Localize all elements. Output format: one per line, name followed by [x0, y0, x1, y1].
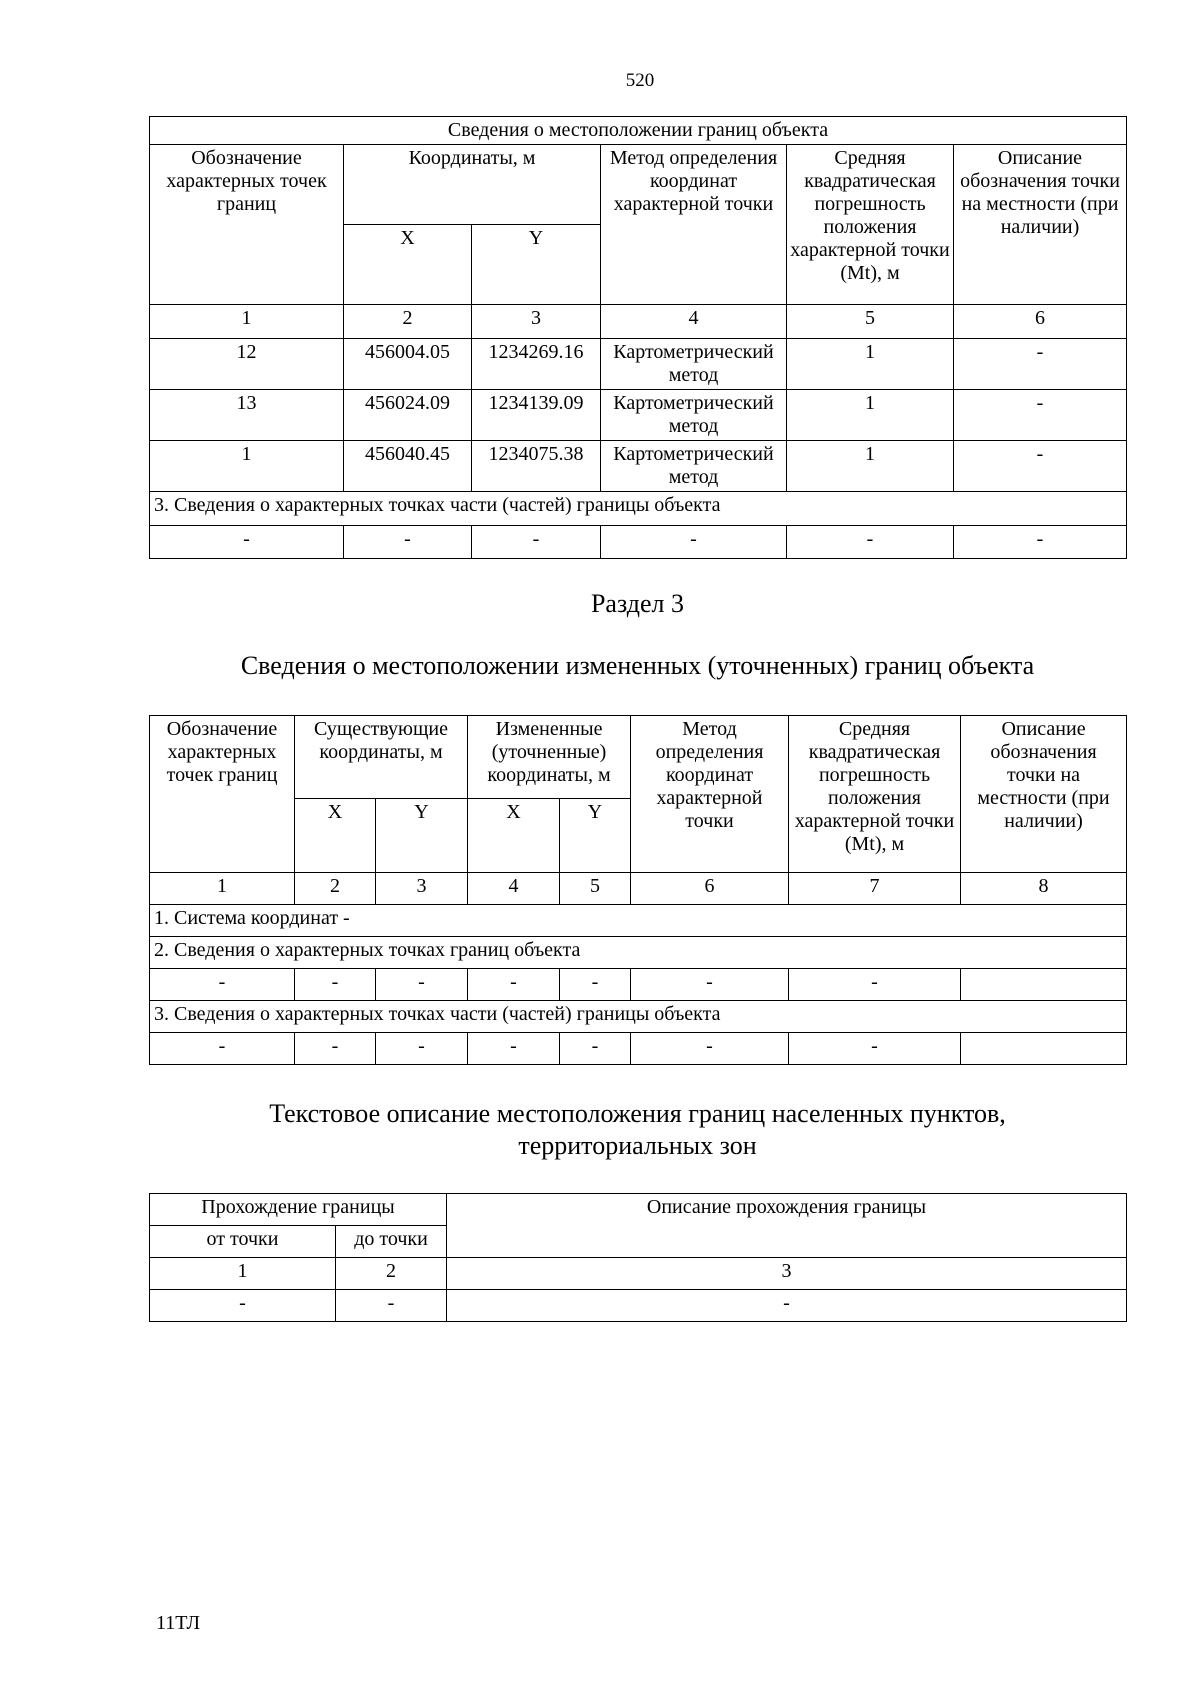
cell-empty: -: [472, 526, 601, 559]
col-number: 3: [447, 1258, 1127, 1290]
table-row: [150, 441, 1127, 492]
section-title: Раздел 3: [590, 589, 685, 618]
col-number: 2: [336, 1258, 447, 1290]
cell-empty: -: [631, 969, 789, 1001]
cell-error: 1: [787, 390, 954, 441]
cell-empty: -: [150, 526, 344, 559]
col-number: 2: [344, 305, 472, 339]
cell-x: 456040.45: [344, 441, 472, 492]
cell-description: -: [954, 339, 1127, 390]
cell-point: 13: [150, 390, 344, 441]
header-error: Средняя квадратическая погрешность положения характерной точки (Mt), м: [787, 145, 954, 305]
header-y: Y: [560, 799, 631, 873]
table-title: Сведения о местоположении границ объекта: [150, 117, 1127, 145]
cell-error: 1: [787, 339, 954, 390]
cell-empty: -: [150, 969, 295, 1001]
cell-point: 1: [150, 441, 344, 492]
title-line: Текстовое описание местоположения границ населенных пунктов,: [269, 1099, 1006, 1128]
header-to: до точки: [336, 1226, 447, 1258]
cell-empty: -: [376, 969, 468, 1001]
cell-empty: -: [468, 1033, 560, 1065]
header-passage: Прохождение границы: [150, 1194, 447, 1226]
cell-empty: -: [376, 1033, 468, 1065]
table-row: [150, 969, 1127, 1001]
cell-empty: -: [295, 969, 376, 1001]
cell-empty: -: [447, 1290, 1127, 1322]
footer-code: 11ТЛ: [156, 1612, 201, 1634]
header-passage-description: Описание прохождения границы: [447, 1194, 1127, 1258]
cell-empty: -: [336, 1290, 447, 1322]
boundary-location-table: [149, 116, 1127, 559]
cell-empty: -: [560, 969, 631, 1001]
cell-error: 1: [787, 441, 954, 492]
section3-label: 3. Сведения о характерных точках части (частей) границы объекта: [150, 1001, 1127, 1033]
cell-description: -: [954, 441, 1127, 492]
col-number: 4: [468, 873, 560, 905]
col-number: 7: [789, 873, 961, 905]
header-method: Метод определения координат характерной точки: [601, 145, 787, 305]
cell-empty: -: [601, 526, 787, 559]
col-number: 1: [150, 1258, 336, 1290]
boundary-passage-table: [149, 1193, 1127, 1322]
col-number: 5: [560, 873, 631, 905]
header-error: Средняя квадратическая погрешность положения характерной точки (Mt), м: [789, 716, 961, 873]
cell-method: Картометрический метод: [601, 390, 787, 441]
header-description: Описание обозначения точки на местности (при наличии): [961, 716, 1127, 873]
cell-description: -: [954, 390, 1127, 441]
page-number: 520: [625, 70, 655, 91]
cell-y: 1234139.09: [472, 390, 601, 441]
cell-empty: [961, 1033, 1127, 1065]
table-row: [150, 1033, 1127, 1065]
cell-empty: -: [954, 526, 1127, 559]
col-number: 8: [961, 873, 1127, 905]
cell-method: Картометрический метод: [601, 441, 787, 492]
header-coords: Координаты, м: [344, 145, 601, 225]
header-description: Описание обозначения точки на местности (при наличии): [954, 145, 1127, 305]
changed-boundaries-table: [149, 715, 1127, 1065]
col-number: 4: [601, 305, 787, 339]
cell-empty: -: [150, 1033, 295, 1065]
col-number: 2: [295, 873, 376, 905]
header-y: Y: [472, 225, 601, 305]
text-description-title: [149, 1098, 1126, 1162]
table-row: [150, 526, 1127, 559]
section-subtitle: Сведения о местоположении измененных (уточненных) границ объекта: [240, 651, 1035, 680]
coord-system-row: 1. Система координат -: [150, 905, 1127, 937]
cell-empty: -: [631, 1033, 789, 1065]
title-line: территориальных зон: [518, 1131, 757, 1160]
cell-y: 1234075.38: [472, 441, 601, 492]
cell-empty: -: [344, 526, 472, 559]
header-existing-coords: Существующие координаты, м: [295, 716, 468, 799]
table-row: [150, 390, 1127, 441]
table-row: [150, 339, 1127, 390]
header-x: X: [468, 799, 560, 873]
cell-x: 456004.05: [344, 339, 472, 390]
col-number: 6: [954, 305, 1127, 339]
col-number: 3: [472, 305, 601, 339]
header-y: Y: [376, 799, 468, 873]
header-from: от точки: [150, 1226, 336, 1258]
header-points: Обозначение характерных точек границ: [150, 716, 295, 873]
cell-x: 456024.09: [344, 390, 472, 441]
cell-empty: -: [560, 1033, 631, 1065]
section3-label: 3. Сведения о характерных точках части (частей) границы объекта: [150, 492, 1127, 526]
col-number: 5: [787, 305, 954, 339]
table-row: [150, 1290, 1127, 1322]
cell-method: Картометрический метод: [601, 339, 787, 390]
cell-empty: -: [468, 969, 560, 1001]
cell-point: 12: [150, 339, 344, 390]
header-x: X: [295, 799, 376, 873]
section2-label: 2. Сведения о характерных точках границ объекта: [150, 937, 1127, 969]
cell-empty: -: [787, 526, 954, 559]
cell-empty: -: [295, 1033, 376, 1065]
header-method: Метод определения координат характерной точки: [631, 716, 789, 873]
cell-y: 1234269.16: [472, 339, 601, 390]
col-number: 3: [376, 873, 468, 905]
col-number: 6: [631, 873, 789, 905]
cell-empty: -: [789, 1033, 961, 1065]
header-points: Обозначение характерных точек границ: [150, 145, 344, 305]
col-number: 1: [150, 873, 295, 905]
col-number: 1: [150, 305, 344, 339]
cell-empty: [961, 969, 1127, 1001]
cell-empty: -: [789, 969, 961, 1001]
cell-empty: -: [150, 1290, 336, 1322]
header-x: X: [344, 225, 472, 305]
header-changed-coords: Измененные (уточненные) координаты, м: [468, 716, 631, 799]
